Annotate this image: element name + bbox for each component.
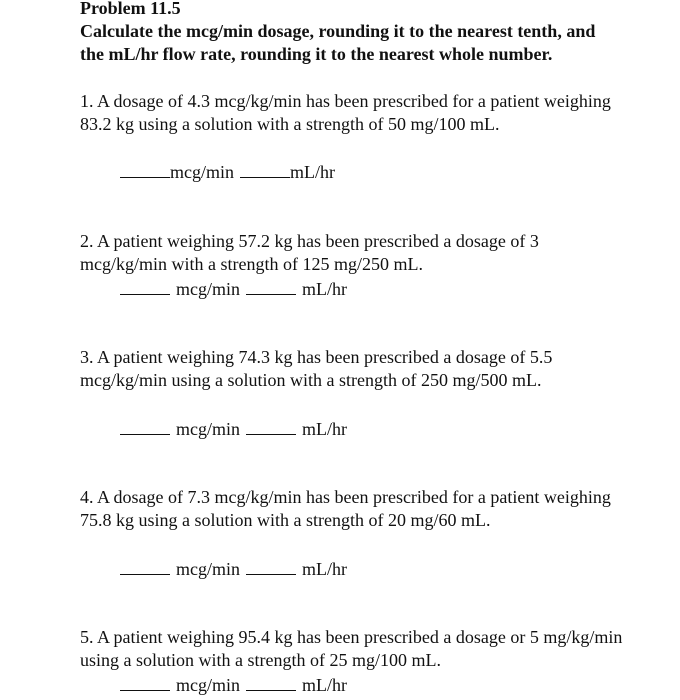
problem-3-answer-row [120, 419, 347, 439]
problem-4-unit-ml: mL/hr [302, 559, 347, 579]
problem-3-unit-mcg: mcg/min [176, 419, 240, 439]
problem-5-answer-row [120, 675, 347, 695]
problem-3-ml-blank[interactable] [246, 420, 296, 435]
problem-5-mcg-blank[interactable] [120, 676, 170, 691]
problem-4-ml-blank[interactable] [246, 560, 296, 575]
problem-1-ml-blank[interactable] [240, 163, 290, 178]
problem-4-unit-mcg: mcg/min [176, 559, 240, 579]
problem-3-mcg-blank[interactable] [120, 420, 170, 435]
problem-1-unit-ml: mL/hr [290, 162, 335, 182]
problem-1-answer-row [120, 162, 335, 182]
problem-1-text: 1. A dosage of 4.3 mcg/kg/min has been prescribed for a patient weighing 83.2 kg using a solution with a strength of 50 mg/100 mL. [80, 91, 611, 134]
problem-3-unit-ml: mL/hr [302, 419, 347, 439]
instructions: Calculate the mcg/min dosage, rounding it to the nearest tenth, and the mL/hr flow rate, rounding it to the nearest whole number. [80, 21, 596, 64]
problem-5-text: 5. A patient weighing 95.4 kg has been prescribed a dosage or 5 mg/kg/min using a solution with a strength of 25 mg/100 mL. [80, 627, 623, 670]
problem-4-text: 4. A dosage of 7.3 mcg/kg/min has been prescribed for a patient weighing 75.8 kg using a solution with a strength of 20 mg/60 mL. [80, 487, 611, 530]
problem-2-unit-mcg: mcg/min [176, 279, 240, 299]
problem-title: Problem 11.5 [80, 0, 181, 18]
problem-4-mcg-blank[interactable] [120, 560, 170, 575]
problem-2-ml-blank[interactable] [246, 280, 296, 295]
problem-5-unit-mcg: mcg/min [176, 675, 240, 695]
problem-3-text: 3. A patient weighing 74.3 kg has been prescribed a dosage of 5.5 mcg/kg/min using a solution with a strength of 250 mg/500 mL. [80, 347, 553, 390]
problem-1-mcg-blank[interactable] [120, 163, 170, 178]
problem-2-unit-ml: mL/hr [302, 279, 347, 299]
problem-1-unit-mcg: mcg/min [170, 162, 234, 182]
problem-4-answer-row [120, 559, 347, 579]
problem-2-answer-row [120, 279, 347, 299]
problem-5-ml-blank[interactable] [246, 676, 296, 691]
problem-5-unit-ml: mL/hr [302, 675, 347, 695]
problem-2-mcg-blank[interactable] [120, 280, 170, 295]
problem-2-text: 2. A patient weighing 57.2 kg has been prescribed a dosage of 3 mcg/kg/min with a strength of 125 mg/250 mL. [80, 231, 539, 274]
